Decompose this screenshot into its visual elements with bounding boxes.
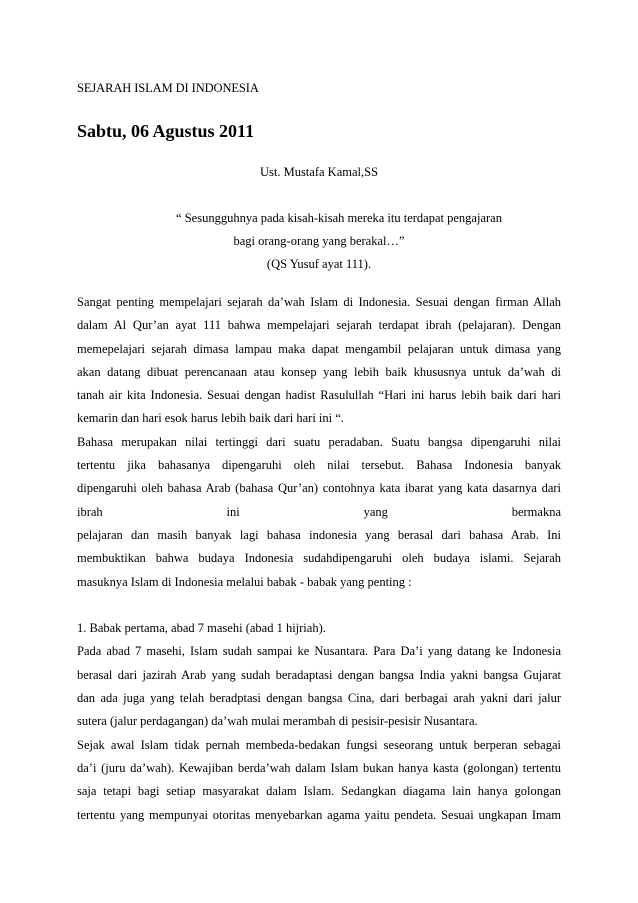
paragraph-4 [77, 734, 561, 827]
text-line: saja tetapi bagi setiap masyarakat dalam Islam. Sedangkan diagama lain hanya golongan [77, 784, 561, 799]
paragraph-3 [77, 640, 561, 733]
quote-reference: (QS Yusuf ayat 111). [266, 257, 372, 271]
quote-line-2: bagi orang-orang yang berakal…” [233, 234, 405, 248]
text-line: berasal dari jazirah Arab yang sudah beradaptasi dengan bangsa India yakni bangsa Gujarat [77, 667, 561, 682]
text-line: dalam Al Qur’an ayat 111 bahwa mempelajari sejarah terdapat ibrah (pelajaran). Dengan [77, 318, 561, 333]
text-line: memepelajari sejarah dimasa lampau maka dapat mengambil pelajaran untuk dimasa yang [77, 341, 561, 356]
list-item: 1. Babak pertama, abad 7 masehi (abad 1 hijriah). [77, 621, 326, 636]
text-line: Sejak awal Islam tidak pernah membeda-bedakan fungsi seseorang untuk berperan sebagai [77, 737, 561, 752]
document-heading: SEJARAH ISLAM DI INDONESIA [77, 81, 259, 95]
post-date-title: Sabtu, 06 Agustus 2011 [77, 121, 255, 141]
text-line: masuknya Islam di Indonesia melalui babak - babak yang penting : [77, 574, 412, 589]
text-line: ibrah ini yang bermakna [77, 504, 561, 519]
quote-line-1: “ Sesungguhnya pada kisah-kisah mereka itu terdapat pengajaran [176, 211, 502, 225]
paragraph-2 [77, 431, 561, 594]
text-line: da’i (juru da’wah). Kewajiban berda’wah dalam Islam bukan hanya kasta (golongan) tertentu [77, 760, 561, 775]
text-line: dipengaruhi oleh bahasa Arab (bahasa Qur’an) contohnya kata ibarat yang kata dasarnya dari [77, 481, 561, 496]
text-line: pelajaran dan masih banyak lagi bahasa indonesia yang berasal dari bahasa Arab. Ini [77, 527, 561, 542]
text-line: akan datang dibuat perencanaan atau konsep yang lebih baik khususnya untuk da’wah di [77, 364, 561, 379]
text-line: kemarin dan hari esok harus lebih baik dari hari ini “. [77, 411, 344, 426]
document-body [77, 291, 561, 827]
text-line: dan ada juga yang telah beradptasi dengan bangsa Cina, dari berbagai arah yakni dari jalur [77, 691, 561, 706]
paragraph-1 [77, 291, 561, 431]
text-line: membuktikan bahwa budaya Indonesia sudahdipengaruhi oleh budaya islami. Sejarah [77, 551, 561, 566]
author-name: Ust. Mustafa Kamal,SS [259, 165, 379, 179]
text-line: sutera (jalur perdagangan) da’wah mulai merambah di pesisir-pesisir Nusantara. [77, 714, 478, 729]
text-line: Pada abad 7 masehi, Islam sudah sampai ke Nusantara. Para Da’i yang datang ke Indonesia [77, 644, 561, 659]
text-line: tertentu yang mempunyai otoritas menyebarkan agama yaitu pendeta. Sesuai ungkapan Imam [77, 807, 561, 822]
text-line: tertentu jika bahasanya dipengaruhi oleh nilai tersebut. Bahasa Indonesia banyak [77, 458, 561, 473]
text-line: Sangat penting mempelajari sejarah da’wah Islam di Indonesia. Sesuai dengan firman Allah [77, 295, 561, 309]
text-line: tanah air kita Indonesia. Sesuai dengan hadist Rasulullah “Hari ini harus lebih baik dari hari [77, 388, 561, 403]
text-line: Bahasa merupakan nilai tertinggi dari suatu peradaban. Suatu bangsa dipengaruhi nilai [77, 434, 561, 449]
paragraph-gap [77, 594, 561, 617]
